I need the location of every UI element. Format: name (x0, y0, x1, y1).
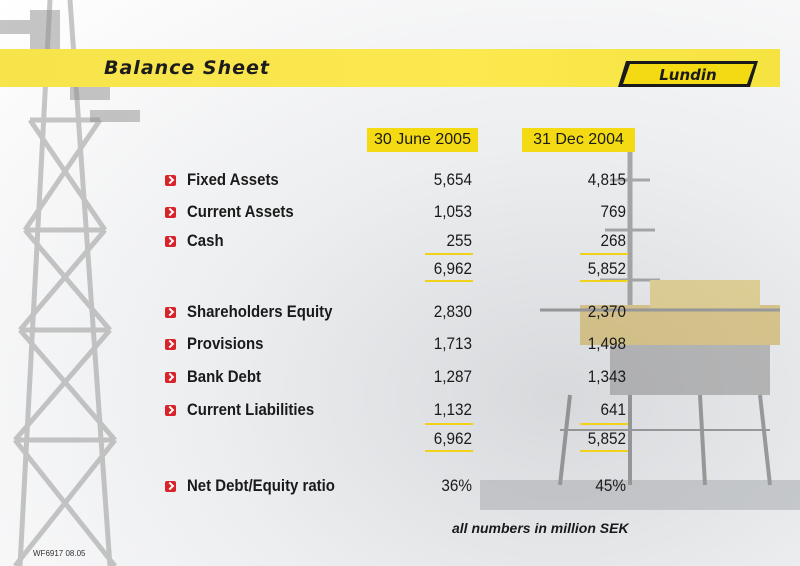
value-2005: 1,287 (433, 367, 472, 386)
value-2004: 1,498 (587, 334, 626, 353)
value-2004: 2,370 (587, 302, 626, 321)
sum-underline (425, 253, 473, 255)
sum-underline (425, 450, 473, 452)
value-2005: 2,830 (433, 302, 472, 321)
lundin-logo (618, 61, 758, 87)
row-label-net-debt-equity: Net Debt/Equity ratio (187, 476, 335, 495)
value-2005: 1,132 (433, 400, 472, 419)
sum-underline (425, 280, 473, 282)
value-2004: 4,815 (587, 170, 626, 189)
column-header-2004: 31 Dec 2004 (522, 128, 635, 152)
sum-underline (580, 253, 628, 255)
value-2004: 1,343 (587, 367, 626, 386)
value-2005: 1,713 (433, 334, 472, 353)
bullet-icon (165, 372, 176, 383)
units-note: all numbers in million SEK (452, 520, 629, 536)
bullet-icon (165, 481, 176, 492)
sum-underline (580, 450, 628, 452)
bullet-icon (165, 175, 176, 186)
value-2005: 5,654 (433, 170, 472, 189)
document-reference: WF6917 08.05 (33, 549, 86, 558)
bullet-icon (165, 307, 176, 318)
bullet-icon (165, 405, 176, 416)
sum-underline (580, 423, 628, 425)
subtotal-2005: 6,962 (433, 259, 472, 278)
value-2004: 268 (600, 231, 626, 250)
bullet-icon (165, 339, 176, 350)
logo-text: Lundin (659, 66, 717, 84)
value-2004: 641 (600, 400, 626, 419)
row-label-current-assets: Current Assets (187, 202, 294, 221)
bullet-icon (165, 207, 176, 218)
value-2005: 36% (441, 476, 472, 495)
row-label-current-liabilities: Current Liabilities (187, 400, 315, 419)
page-title: Balance Sheet (104, 57, 270, 79)
column-header-2005: 30 June 2005 (367, 128, 478, 152)
subtotal-2004: 5,852 (587, 259, 626, 278)
subtotal-2005: 6,962 (433, 429, 472, 448)
row-label-fixed-assets: Fixed Assets (187, 170, 279, 189)
row-label-shareholders-equity: Shareholders Equity (187, 302, 333, 321)
sum-underline (580, 280, 628, 282)
value-2004: 769 (600, 202, 626, 221)
row-label-provisions: Provisions (187, 334, 264, 353)
bullet-icon (165, 236, 176, 247)
row-label-cash: Cash (187, 231, 224, 250)
value-2004: 45% (595, 476, 626, 495)
value-2005: 1,053 (433, 202, 472, 221)
oil-platform-image (480, 130, 800, 510)
value-2005: 255 (446, 231, 472, 250)
row-label-bank-debt: Bank Debt (187, 367, 261, 386)
sum-underline (425, 423, 473, 425)
subtotal-2004: 5,852 (587, 429, 626, 448)
